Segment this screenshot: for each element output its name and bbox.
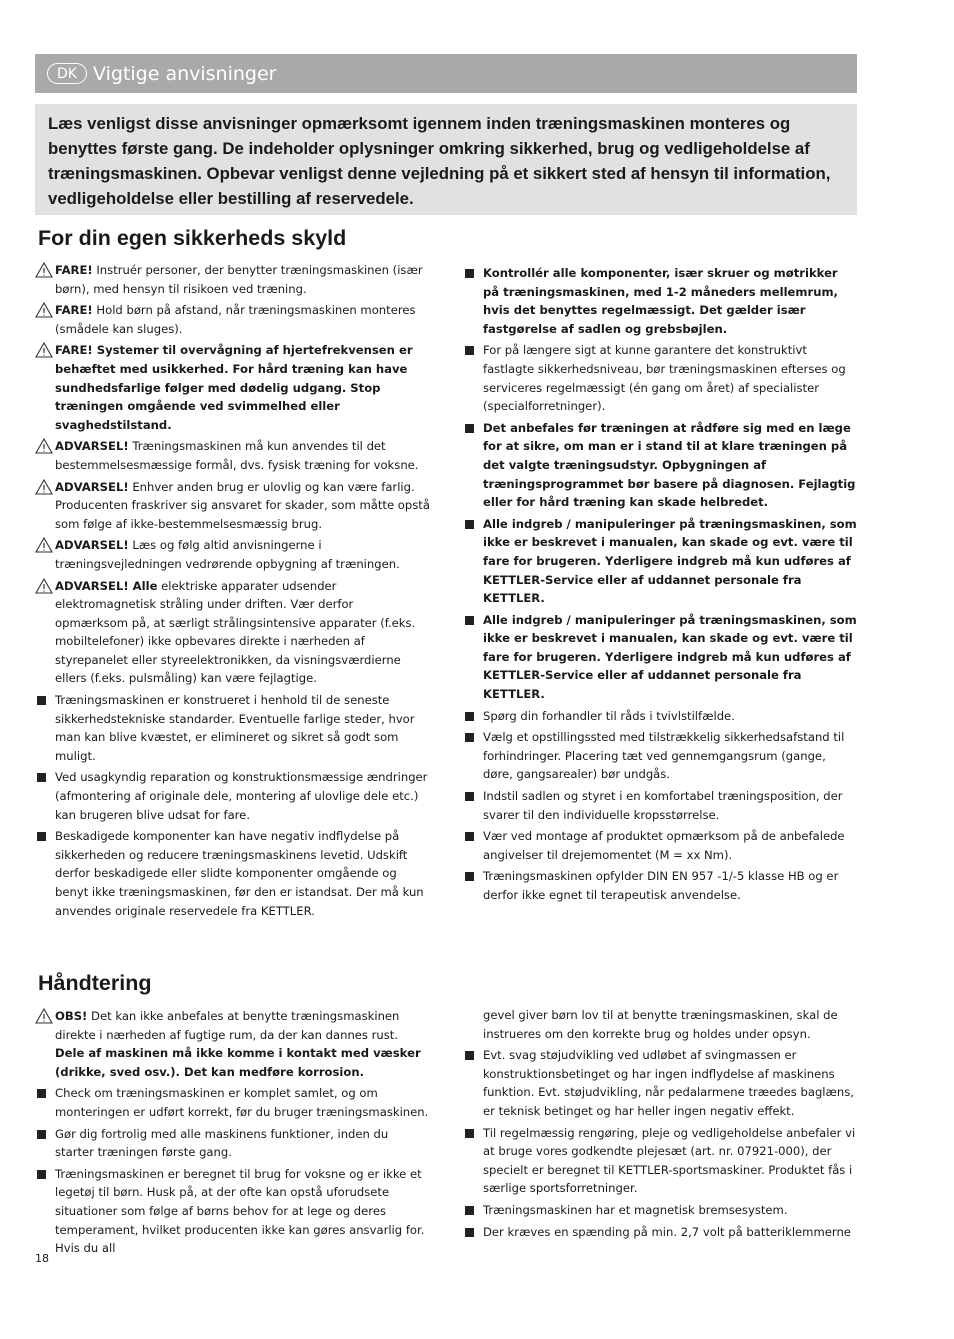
item-text: Træningsmaskinen opfylder DIN EN 957 -1/-5 klasse HB og er derfor ikke egnet til terapeutisk anvendelse.	[483, 869, 839, 902]
warning-label: OBS!	[55, 1009, 88, 1023]
list-item	[35, 1165, 430, 1258]
item-text: elektriske apparater udsender elektromagnetisk stråling under driften. Vær derfor opmærksom på, at særligt strålingsintensive apparater (f.eks. mobiltelefoner) ikke opbevares direkte i nærheden af styrepanelet eller styreelektronikken, da visningsværdierne ellers (f.eks. pulsmåling) kan være fejlagtige.	[55, 578, 416, 686]
handling-right-column	[463, 1006, 857, 1244]
item-bold-text: Det anbefales før træningen at rådføre sig med en læge for at sikre, om man er i stand til at klare træningen på det valgte træningsudstyr. Opbygningen af træningsprogrammet bør basere på diagnosen. Fejlagtig eller for hård træning kan skade helbredet.	[483, 420, 856, 510]
item-text: Det kan ikke anbefales at benytte træningsmaskinen direkte i nærheden af fugtige rum, da der kan dannes rust.	[55, 1009, 400, 1042]
list-item	[463, 1046, 857, 1120]
list-item	[35, 1007, 430, 1081]
warning-triangle-icon	[35, 438, 53, 454]
list-item	[35, 437, 430, 474]
item-bold-text: Alle indgreb / manipuleringer på træningsmaskinen, som ikke er beskrevet i manualen, kan skade og evt. være til fare for brugeren. Yderligere indgreb må kun udføres af KETTLER-Service eller af uddannet personale fra KETTLER.	[483, 612, 857, 702]
item-text: Beskadigede komponenter kan have negativ indflydelse på sikkerheden og reducere træningsmaskinens levetid. Udskift derfor beskadigede eller slidte komponenter omgående og benyt ikke træningsmaskinen, før den er istandsat. Der må kun anvendes originale reservedele fra KETTLER.	[55, 829, 424, 918]
warning-triangle-icon	[35, 302, 53, 318]
header-title: Vigtige anvisninger	[93, 62, 277, 85]
item-text: Check om træningsmaskinen er komplet samlet, og om monteringen er udført korrekt, før du bruger træningsmaskinen.	[55, 1086, 429, 1119]
list-item	[463, 611, 857, 704]
bullet-square-icon	[465, 269, 474, 278]
warning-triangle-icon	[35, 262, 53, 278]
handling-heading: Håndtering	[38, 971, 152, 995]
safety-right-column	[463, 264, 857, 908]
list-item	[463, 1006, 857, 1043]
list-item	[35, 768, 430, 824]
list-item	[35, 691, 430, 765]
item-text: Spørg din forhandler til råds i tvivlstilfælde.	[483, 708, 735, 723]
item-text: Gør dig fortrolig med alle maskinens funktioner, inden du starter træningen første gang.	[55, 1126, 389, 1160]
warning-label: ADVARSEL!	[55, 538, 129, 553]
bullet-square-icon	[465, 1206, 474, 1215]
warning-triangle-icon	[35, 479, 53, 495]
list-item	[35, 536, 430, 573]
list-item	[35, 827, 430, 920]
item-bold-text: Systemer til overvågning af hjertefrekvensen er behæftet med usikkerhed. For hård træning kan have sundhedsfarlige følger med dødelig udgang. Stop træningen omgående ved svimmelhed eller svaghedstilstand.	[55, 343, 413, 432]
list-item	[463, 867, 857, 904]
item-text: Til regelmæssig rengøring, pleje og vedligeholdelse anbefaler vi at bruge vores godkendte plejesæt (art. nr. 07921-000), der specielt er beregnet til KETTLER-sportsmaskiner. Produktet fås i særlige sportsforretninger.	[483, 1125, 856, 1196]
warning-label: ADVARSEL!	[55, 439, 129, 454]
list-item	[35, 1084, 430, 1121]
warning-triangle-icon	[35, 578, 53, 594]
item-text: Træningsmaskinen har et magnetisk bremsesystem.	[483, 1202, 788, 1217]
item-bold-text: Alle indgreb / manipuleringer på træningsmaskinen, som ikke er beskrevet i manualen, kan skade og evt. være til fare for brugeren. Yderligere indgreb må kun udføres af KETTLER-Service eller af uddannet personale fra KETTLER.	[483, 516, 857, 606]
item-text: For på længere sigt at kunne garantere det konstruktivt fastlagte sikkerhedsniveau, bør træningsmaskinen efterses og serviceres regelmæssigt (én gang om året) af specialister (specialforretninger).	[483, 343, 846, 414]
item-text: Læs og følg altid anvisningerne i træningsvejledningen vedrørende opbygning af træningen.	[55, 538, 400, 571]
item-text: Træningsmaskinen er konstrueret i henhold til de seneste sikkerhedstekniske standarder. Eventuelle farlige steder, hvor man kan blive kvæstet, er elimineret og sikret så godt som muligt.	[55, 693, 415, 763]
list-item	[35, 301, 430, 338]
handling-left-column	[35, 1007, 430, 1261]
item-text: Evt. svag støjudvikling ved udløbet af svingmassen er konstruktionsbetinget og har ingen indflydelse af maskinens funktion. Evt. støjudvikling, når pedalarmene træedes baglæns, er teknisk betinget og har heller ingen negativ effekt.	[483, 1048, 854, 1118]
section-header	[35, 54, 857, 93]
warning-label: FARE!	[55, 303, 93, 318]
item-text: Træningsmaskinen må kun anvendes til det bestemmelsesmæssige formål, dvs. fysisk træning for voksne.	[55, 439, 419, 472]
bullet-square-icon	[37, 1130, 46, 1139]
item-text: Vær ved montage af produktet opmærksom på de anbefalede angivelser til drejemomentet (M = xx Nm).	[483, 829, 845, 862]
intro-box: Læs venligst disse anvisninger opmærksomt igennem inden træningsmaskinen monteres og benyttes første gang. De indeholder oplysninger omkring sikkerhed, brug og vedligeholdelse af træningsmaskinen. Opbevar venligst denne vejledning på et sikkert sted af hensyn til information, vedligeholdelse eller bestilling af reservedele.	[35, 104, 857, 215]
item-text: Enhver anden brug er ulovlig og kan være farlig. Producenten fraskriver sig ansvaret for skader, som måtte opstå som følge af ikke-bestemmelsesmæssig brug.	[55, 479, 430, 531]
warning-label: FARE!	[55, 343, 93, 358]
list-item	[463, 264, 857, 338]
list-item	[35, 261, 430, 298]
item-text: Der kræves en spænding på min. 2,7 volt på batteriklemmerne	[483, 1224, 851, 1239]
warning-triangle-icon	[35, 537, 53, 553]
safety-heading: For din egen sikkerheds skyld	[38, 226, 347, 250]
list-item	[463, 707, 857, 726]
list-item	[463, 341, 857, 415]
item-bold-text: Kontrollér alle komponenter, især skruer og møtrikker på træningsmaskinen, med 1-2 måneders mellemrum, hvis det benyttes regelmæssigt. Det gælder især fastgørelse af sadlen og grebsbøjlen.	[483, 266, 838, 336]
page-number: 18	[35, 1252, 49, 1265]
item-text: Indstil sadlen og styret i en komfortabel træningsposition, der svarer til den individuelle kropsstørrelse.	[483, 789, 843, 822]
warning-triangle-icon	[35, 1008, 53, 1024]
warning-label: FARE!	[55, 263, 93, 277]
bullet-square-icon	[37, 1089, 46, 1098]
item-text: Hold børn på afstand, når træningsmaskinen monteres (smådele kan sluges).	[55, 303, 416, 336]
bullet-square-icon	[465, 872, 474, 881]
item-text: Træningsmaskinen er beregnet til brug for voksne og er ikke et legetøj til børn. Husk på, at der ofte kan opstå uforudsete situationer som følge af børns behov for at lege og deres temperament, hvilket producenten ikke kan gøres ansvarlig for. Hvis du all	[55, 1166, 425, 1256]
bullet-square-icon	[37, 1170, 46, 1179]
list-item	[463, 787, 857, 824]
bullet-square-icon	[465, 712, 474, 721]
warning-triangle-icon	[35, 342, 53, 358]
list-item	[35, 577, 430, 689]
warning-label: ADVARSEL! Alle	[55, 578, 158, 593]
warning-label: ADVARSEL!	[55, 479, 129, 494]
bullet-square-icon	[465, 792, 474, 801]
bullet-square-icon	[465, 1228, 474, 1237]
list-item	[463, 515, 857, 608]
list-item	[463, 1124, 857, 1198]
list-item	[463, 728, 857, 784]
list-item	[35, 341, 430, 434]
item-bold-text: Dele af maskinen må ikke komme i kontakt med væsker (drikke, sved osv.). Det kan medføre korrosion.	[55, 1046, 421, 1079]
bullet-square-icon	[465, 832, 474, 841]
list-item	[35, 478, 430, 534]
bullet-square-icon	[465, 733, 474, 742]
safety-left-column	[35, 261, 430, 923]
language-badge: DK	[47, 63, 87, 84]
item-text: Vælg et opstillingssted med tilstrækkelig sikkerhedsafstand til forhindringer. Placering tæt ved gennemgangsrum (gange, døre, gangsarealer) bør undgås.	[483, 730, 845, 782]
item-text: Ved usagkyndig reparation og konstruktionsmæssige ændringer (afmontering af originale dele, montering af ulovlige dele etc.) kan brugeren blive udsat for fare.	[55, 770, 428, 822]
bullet-square-icon	[37, 832, 46, 841]
bullet-square-icon	[37, 696, 46, 705]
item-text: Instruér personer, der benytter træningsmaskinen (især børn), med hensyn til risikoen ved træning.	[55, 263, 423, 296]
item-text: gevel giver børn lov til at benytte træningsmaskinen, skal de instrueres om den korrekte brug og holdes under opsyn.	[483, 1008, 838, 1041]
bullet-square-icon	[465, 1129, 474, 1138]
bullet-square-icon	[465, 616, 474, 625]
bullet-square-icon	[465, 1051, 474, 1060]
list-item	[463, 419, 857, 512]
list-item	[463, 1201, 857, 1220]
bullet-square-icon	[465, 424, 474, 433]
bullet-square-icon	[465, 520, 474, 529]
bullet-square-icon	[37, 773, 46, 782]
list-item	[35, 1125, 430, 1162]
bullet-square-icon	[465, 346, 474, 355]
list-item	[463, 1223, 857, 1242]
list-item	[463, 827, 857, 864]
